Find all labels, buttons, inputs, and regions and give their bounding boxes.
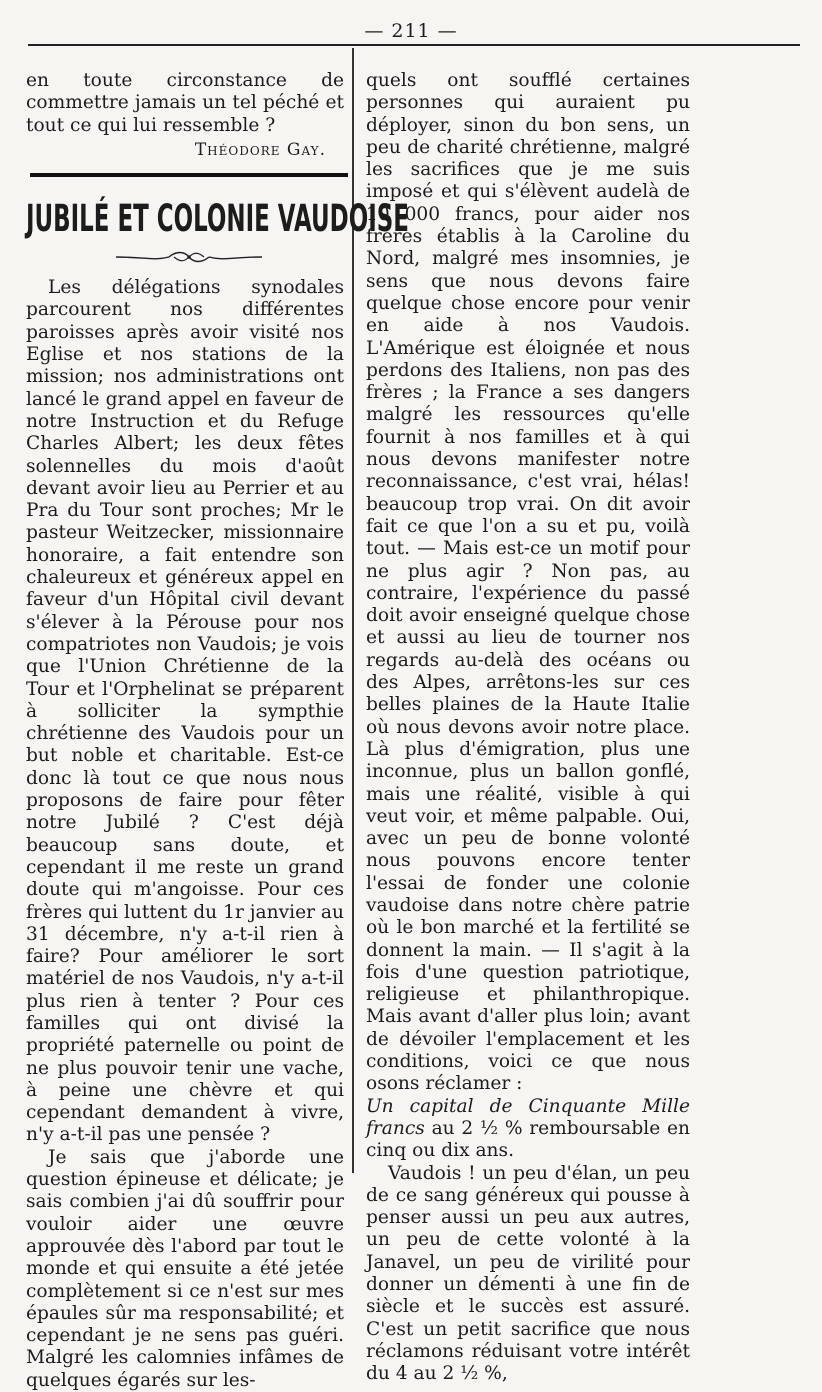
header-rule: [28, 44, 800, 46]
capital-amount: Un capital de Cinquante Mille francs: [366, 1095, 690, 1139]
closing-paragraph: en toute circonstance de commettre jamais un tel péché et tout ce qui lui ressemble ?: [26, 70, 344, 136]
left-column: [26, 70, 409, 1392]
article-paragraph: Je sais que j'aborde une question épineuse et délicate; je sais combien j'ai dû souffrir pour vouloir aider une œuvre approuvée dès l'abord par tout le monde et qui ensuite a été jetée complètement si ce n'est sur mes épaules sûr ma responsabilité; et cependant je ne sens pas guéri. Malgré les calomnies infâmes de quelques égarés sur les-: [26, 1146, 344, 1391]
ornament-divider-icon: [114, 249, 264, 265]
article-paragraph: quels ont soufflé certaines personnes qui auraient pu déployer, sinon du bon sens, un peu de charité chrétienne, malgré les sacrifices que je me suis imposé et qui s'élèvent audelà de 10 000 francs, pour aider nos frères établis à la Caroline du Nord, malgré mes insomnies, je sens que nous devons faire quelque chose encore pour venir en aide à nos Vaudois. L'Amérique est éloignée et nous perdons des Italiens, non pas des frères ; la France a ses dangers malgré les ressources qu'elle fournit à nos familles et à qui nous devons manifester notre reconnaissance, c'est vrai, hélas! beaucoup trop vrai. On dit avoir fait ce que l'on a su et pu, voilà tout. — Mais est-ce un motif pour ne plus agir ? Non pas, au contraire, l'expérience du passé doit avoir enseigné quelque chose et aussi au lieu de tourner nos regards au-delà des océans ou des Alpes, arrêtons-les sur ces belles plaines de la Haute Italie où nous devons avoir notre place. Là plus d'émigration, plus une inconnue, plus un ballon gonflé, mais une réalité, visible à qui veut voir, et même palpable. Oui, avec un peu de bonne volonté nous pouvons encore tenter l'essai de fonder une colonie vaudoise dans notre chère patrie où le bon marché et la fertilité se donnent la main. — Il s'agit à la fois d'une question patriotique, religieuse et philanthropique. Mais avant d'aller plus loin; avant de dévoiler l'emplacement et les conditions, voici ce que nous osons réclamer :: [366, 70, 690, 1095]
page-number: — 211 —: [364, 20, 458, 42]
article-paragraph: Les délégations synodales parcourent nos différentes paroisses après avoir visité nos Eglise et nos stations de la mission; nos administrations ont lancé le grand appel en faveur de notre Instruction et du Refuge Charles Albert; les deux fêtes solennelles du mois d'août devant avoir lieu au Perrier et au Pra du Tour sont proches; Mr le pasteur Weitzecker, missionnaire honoraire, a fait entendre son chaleureux et généreux appel en faveur d'un Hôpital civil devant s'élever à la Pérouse pour nos compatriotes non Vaudois; je vois que l'Union Chrétienne de la Tour et l'Orphelinat se préparent à solliciter la sympthie chrétienne des Vaudois pour un but noble et charitable. Est-ce donc là tout ce que nous nous proposons de faire pour fêter notre Jubilé ? C'est déjà beaucoup sans doute, et cependant il me reste un grand doute qui m'angoisse. Pour ces frères qui luttent du 1r janvier au 31 décembre, n'y a-t-il rien à faire? Pour améliorer le sort matériel de nos Vaudois, n'y a-t-il plus rien à tenter ? Pour ces familles qui ont divisé la propriété paternelle ou point de ne plus pouvoir tenir une vache, à peine une chèvre et qui cependant demandent à vivre, n'y a-t-il pas une pensée ?: [26, 277, 344, 1146]
article-headline: JUBILÉ ET COLONIE VAUDOISE: [26, 197, 409, 241]
capital-request: [366, 1096, 690, 1163]
capital-terms: au 2 ½ % remboursable en cinq ou dix ans.: [366, 1117, 690, 1162]
article-separator-rule: [30, 173, 348, 177]
right-column: [366, 70, 690, 1386]
article-paragraph: Vaudois ! un peu d'élan, un peu de ce sang généreux qui pousse à penser aussi un peu aux autres, un peu de cette volonté à la Janavel, un peu de virilité pour donner un démenti à une fin de siècle et le succès est assuré. C'est un petit sacrifice que nous réclamons réduisant votre intérêt du 4 au 2 ½ %,: [366, 1162, 690, 1385]
signature: Théodore Gay.: [194, 139, 326, 160]
